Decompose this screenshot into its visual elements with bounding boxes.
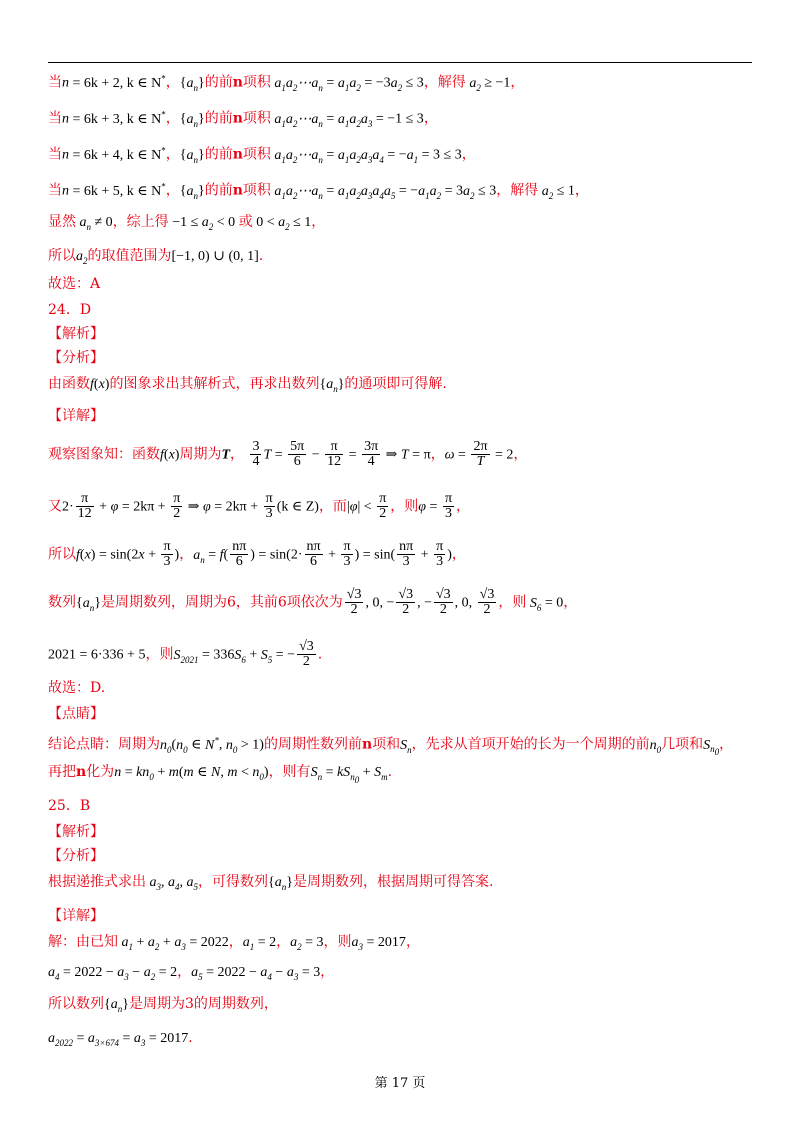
q24-detail-1: 观察图象知：函数f(x)周期为T， $\frac{3}{4}$ T = $\frac{5\pi}{6}$ − $\frac{\pi}{12}$ = $\frac{3\pi}{4}$ ⇒ T = π，ω = $\frac{2\pi}{T}$ = 2，	[48, 439, 528, 469]
q25-heading: 25．B	[48, 798, 91, 814]
q24-jiexi-tag: 【解析】	[48, 326, 104, 342]
q23-answer: 故选：A	[48, 276, 101, 292]
q25-detail-2: $a_4 = 2022 - a_3 - a_2 = 2$，$a_5 = 2022 - a_4 - a_3 = 3$，	[48, 964, 335, 982]
q24-note-2: 再把n化为$n = kn_0 + m(m$ ∈ N, $m < n_0$)，则有$S_n = kS_{n_0} + S_m$.	[48, 764, 393, 785]
q24-detail-3: 所以f(x) = sin(2x + $\frac{\pi}{3}$ )，$a_n = f$( $\frac{n\pi}{6}$ ) = sin(2· $\frac{n\pi}{6}$ + $\frac{\pi}{3}$ ) = sin( $\frac{n\pi}{3}$ + $\frac{\pi}{3}$ )，	[48, 539, 466, 569]
q25-xiangjie-tag: 【详解】	[48, 908, 104, 924]
q24-detail-4: 数列$\{a_n\}$是周期数列，周期为6，其前6项依次为 $\frac{√3}{2}$ , 0, − $\frac{√3}{2}$ , − $\frac{√3}{2}$ , 0, $\frac{√3}{2}$ ，则 $S_6 = 0$，	[48, 587, 578, 617]
q24-fenxi-tag: 【分析】	[48, 350, 104, 366]
q24-detail-5: 2021 = 6·336 + 5，则$S_{2021} = 336S_6 + S_5$ = − $\frac{√3}{2}$ .	[48, 639, 323, 669]
q25-jiexi-tag: 【解析】	[48, 824, 104, 840]
q25-fenxi-tag: 【分析】	[48, 848, 104, 864]
q24-answer: 故选：D.	[48, 680, 106, 696]
q24-detail-2: 又2· $\frac{\pi}{12}$ + φ = 2kπ + $\frac{\pi}{2}$ ⇒ φ = 2kπ + $\frac{\pi}{3}$ (k ∈ Z)，而|φ| < $\frac{\pi}{2}$ ，则φ = $\frac{\pi}{3}$ ，	[48, 491, 471, 521]
q24-dianjing-tag: 【点睛】	[48, 706, 104, 722]
q23-case-6k2: 当n = 6k + 2, k ∈ N*，$\{a_n\}$的前n项积 $a_1a_2\cdots a_n = a_1a_2 = -3a_2 \le 3$，解得 $a_2 \ge -1$，	[48, 73, 525, 93]
q25-analysis: 根据递推式求出 $a_3$, $a_4$, $a_5$，可得数列$\{a_n\}$是周期数列，根据周期可得答案.	[48, 874, 494, 892]
q24-xiangjie-tag: 【详解】	[48, 408, 104, 424]
q23-case-6k5: 当n = 6k + 5, k ∈ N*，$\{a_n\}$的前n项积 $a_1a_2\cdots a_n = a_1a_2a_3a_4a_5 = -a_1a_2 = 3a_2 \le 3$，解得 $a_2 \le 1$，	[48, 181, 589, 201]
q24-analysis: 由函数f(x)的图象求出其解析式，再求出数列$\{a_n\}$的通项即可得解.	[48, 376, 447, 394]
page-number: 第 17 页	[374, 1076, 426, 1091]
q25-detail-3: 所以数列$\{a_n\}$是周期为3的周期数列，	[48, 996, 278, 1014]
q25-detail-1: 解：由已知 $a_1 + a_2 + a_3 = 2022$，$a_1 = 2$，$a_2 = 3$，则$a_3 = 2017$，	[48, 934, 420, 952]
q24-heading: 24．D	[48, 302, 92, 318]
q23-summary: 显然 $a_n \ne 0$，综上得 $-1 \le a_2 < 0$ 或 $0 < a_2 \le 1$，	[48, 214, 326, 232]
q25-detail-4: $a_{2022} = a_{3\times 674} = a_3 = 2017$.	[48, 1030, 193, 1048]
q24-note-1: 结论点睛：周期为$n_0(n_0$ ∈ N*, $n_0 > 1$)的周期性数列前n项和$S_n$，先求从首项开始的长为一个周期的前$n_0$几项和$S_{n_0}$，	[48, 735, 734, 758]
q23-range: 所以$a_2$的取值范围为[−1, 0) ∪ (0, 1].	[48, 248, 264, 266]
q23-case-6k3: 当n = 6k + 3, k ∈ N*，$\{a_n\}$的前n项积 $a_1a_2\cdots a_n = a_1a_2a_3 = -1 \le 3$，	[48, 109, 438, 129]
q23-case-6k4: 当n = 6k + 4, k ∈ N*，$\{a_n\}$的前n项积 $a_1a_2\cdots a_n = a_1a_2a_3a_4 = -a_1 = 3 \le 3$，	[48, 145, 476, 165]
header-rule	[48, 62, 752, 63]
